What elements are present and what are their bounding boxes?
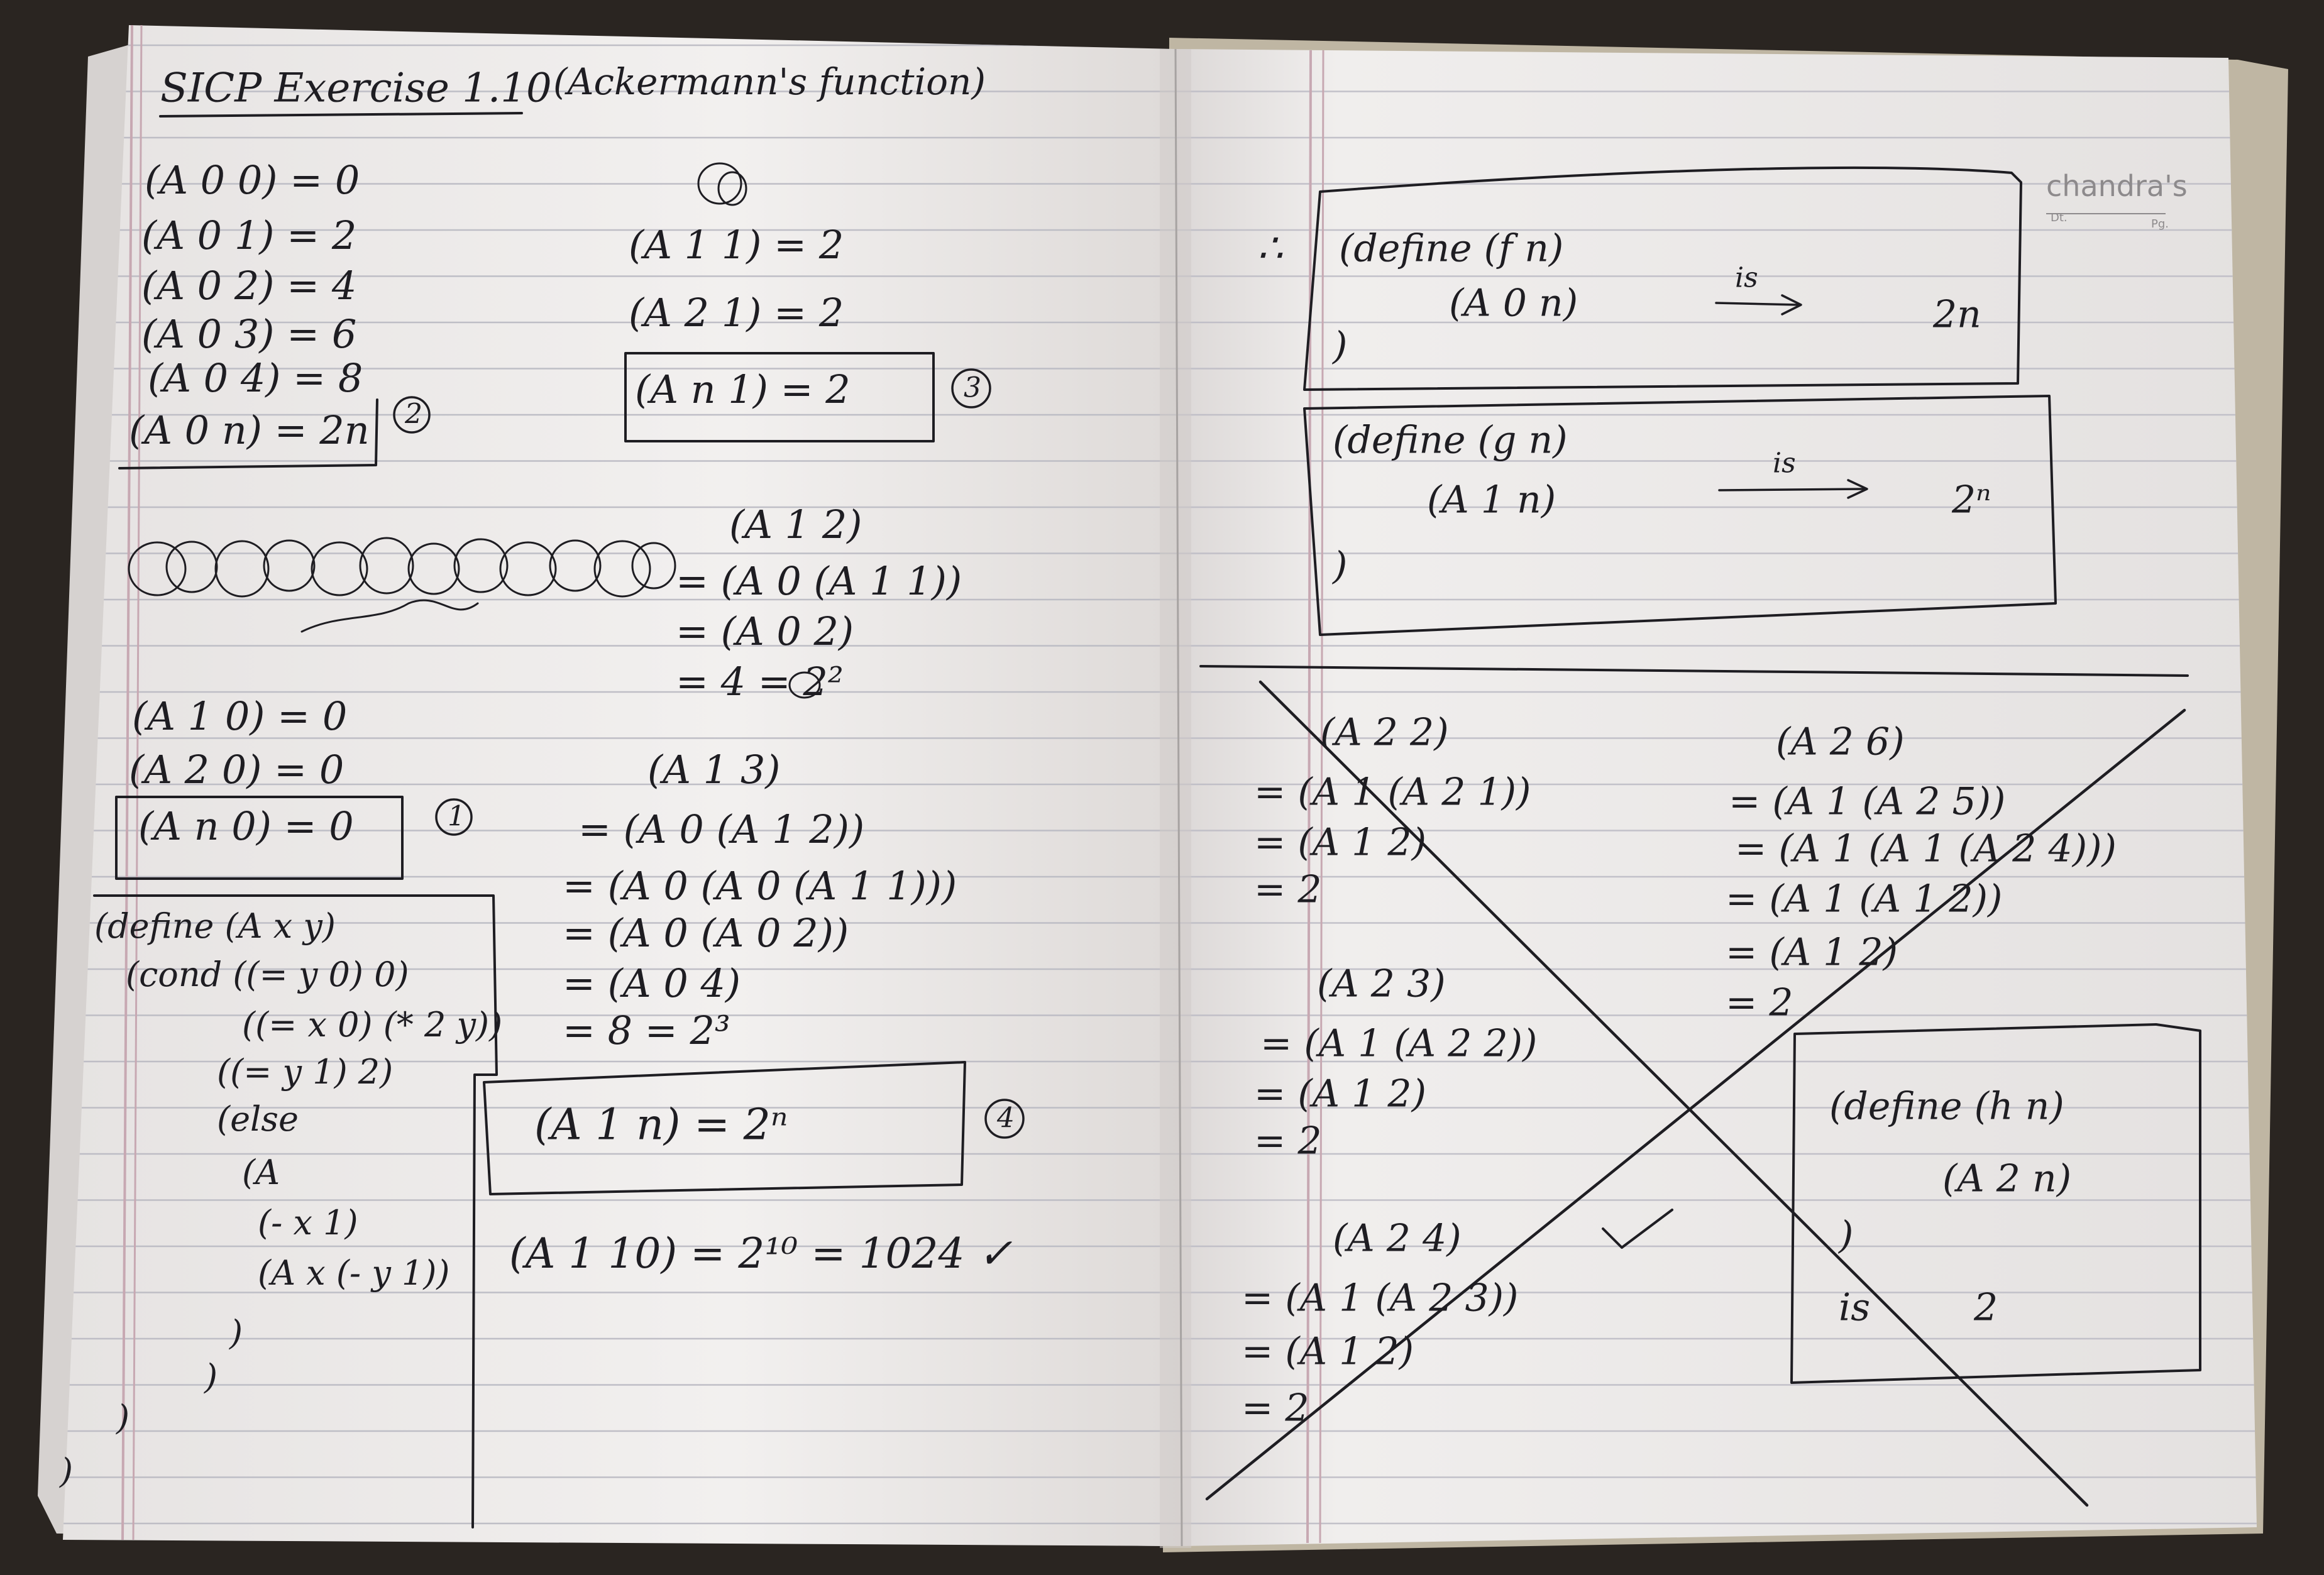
marker-2: 2 bbox=[405, 398, 422, 431]
page-title: SICP Exercise 1.10 bbox=[160, 65, 552, 112]
a12-line: = (A 0 (A 1 1)) bbox=[676, 558, 962, 605]
a26-line: = (A 1 (A 1 2)) bbox=[1726, 877, 2003, 921]
a0-result: (A 0 n) = 2n bbox=[129, 407, 370, 454]
a0-line: (A 0 0) = 0 bbox=[145, 157, 360, 204]
a10-line: (A 2 0) = 0 bbox=[129, 747, 344, 793]
a26-line: = 2 bbox=[1726, 980, 1793, 1025]
code-line: (- x 1) bbox=[258, 1203, 358, 1243]
a10-line: (A 1 0) = 0 bbox=[132, 693, 348, 740]
a22-line: = (A 1 (A 2 1)) bbox=[1254, 770, 1531, 815]
a12-line: (A 1 2) bbox=[729, 502, 862, 548]
code-line: ) bbox=[204, 1357, 218, 1397]
a23-line: = (A 1 2) bbox=[1254, 1072, 1426, 1116]
f-def-line: ) bbox=[1333, 324, 1348, 368]
an1-result: (A n 1) = 2 bbox=[635, 366, 851, 413]
a13-line: = 8 = 2³ bbox=[563, 1007, 730, 1054]
a24-line: = 2 bbox=[1242, 1386, 1309, 1430]
g-def-line: (define (g n) bbox=[1333, 418, 1568, 463]
a13-line: = (A 0 (A 1 2)) bbox=[578, 806, 865, 853]
marker-4: 4 bbox=[997, 1102, 1015, 1134]
a26-line: = (A 1 (A 2 5)) bbox=[1729, 779, 2006, 824]
code-line: (A bbox=[242, 1153, 280, 1192]
h-is: is bbox=[1839, 1285, 1870, 1330]
a13-line: = (A 0 (A 0 2)) bbox=[563, 910, 849, 957]
a24-line: = (A 1 (A 2 3)) bbox=[1242, 1276, 1519, 1320]
a1n-result: (A 1 n) = 2ⁿ bbox=[534, 1100, 788, 1150]
code-line: (define (A x y) bbox=[94, 906, 336, 946]
code-line: ((= x 0) (* 2 y)) bbox=[242, 1005, 503, 1045]
therefore-symbol: ∴ bbox=[1257, 225, 1283, 272]
f-def-line: (define (f n) bbox=[1339, 226, 1564, 271]
a23-line: = 2 bbox=[1254, 1119, 1322, 1163]
a0-line: (A 0 1) = 2 bbox=[141, 212, 357, 259]
f-is: is bbox=[1735, 261, 1758, 294]
a0-line: (A 0 2) = 4 bbox=[141, 263, 357, 309]
a22-line: (A 2 2) bbox=[1320, 710, 1449, 755]
a26-line: = (A 1 2) bbox=[1726, 930, 1898, 975]
brand-pg: Pg. bbox=[2151, 217, 2169, 231]
a24-line: (A 2 4) bbox=[1333, 1216, 1462, 1261]
a12-line: = (A 0 2) bbox=[676, 608, 854, 655]
a24-line: = (A 1 2) bbox=[1242, 1329, 1414, 1374]
a23-line: (A 2 3) bbox=[1317, 962, 1446, 1006]
code-line: ) bbox=[229, 1313, 243, 1353]
a26-line: = (A 1 (A 1 (A 2 4))) bbox=[1735, 826, 2117, 871]
code-line: ) bbox=[60, 1451, 74, 1491]
a22-line: = (A 1 2) bbox=[1254, 820, 1426, 865]
g-def-line: ) bbox=[1333, 544, 1348, 588]
gutter-shadow bbox=[1160, 49, 1191, 1548]
marker-3: 3 bbox=[964, 371, 981, 404]
a23-line: = (A 1 (A 2 2)) bbox=[1260, 1021, 1538, 1066]
a26-line: (A 2 6) bbox=[1776, 720, 1905, 764]
code-line: (else bbox=[217, 1099, 299, 1139]
an0-result: (A n 0) = 0 bbox=[138, 803, 354, 850]
g-def-line: (A 1 n) bbox=[1427, 478, 1556, 522]
a22-line: = 2 bbox=[1254, 867, 1322, 912]
a13-line: = (A 0 4) bbox=[563, 960, 741, 1007]
g-result: 2ⁿ bbox=[1952, 478, 1991, 522]
a1-line: (A 2 1) = 2 bbox=[629, 290, 844, 336]
h-def-line: (A 2 n) bbox=[1942, 1156, 2072, 1201]
a1-line: (A 1 1) = 2 bbox=[629, 222, 844, 268]
h-def-line: ) bbox=[1839, 1213, 1854, 1258]
f-def-line: (A 0 n) bbox=[1449, 281, 1578, 326]
code-line: ) bbox=[116, 1398, 130, 1437]
code-line: (A x (- y 1)) bbox=[258, 1253, 450, 1293]
a0-line: (A 0 3) = 6 bbox=[141, 311, 357, 358]
brand-dt: Dt. bbox=[2051, 211, 2068, 224]
g-arrow bbox=[1719, 489, 1864, 490]
a13-line: (A 1 3) bbox=[647, 747, 781, 793]
a13-line: = (A 0 (A 0 (A 1 1))) bbox=[563, 863, 957, 909]
marker-1: 1 bbox=[448, 800, 465, 833]
a12-line: = 4 = 2² bbox=[676, 659, 844, 705]
a0-line: (A 0 4) = 8 bbox=[148, 355, 363, 402]
g-is: is bbox=[1773, 447, 1796, 480]
h-result: 2 bbox=[1974, 1285, 1998, 1330]
code-line: ((= y 1) 2) bbox=[217, 1052, 394, 1092]
page-subtitle: (Ackermann's function) bbox=[553, 60, 986, 104]
h-def-line: (define (h n) bbox=[1829, 1084, 2064, 1129]
a1-10-line: (A 1 10) = 2¹⁰ = 1024 ✓ bbox=[509, 1229, 1013, 1278]
code-line: (cond ((= y 0) 0) bbox=[126, 955, 409, 994]
brand-logo: chandra's bbox=[2046, 169, 2188, 203]
f-result: 2n bbox=[1933, 292, 1981, 337]
